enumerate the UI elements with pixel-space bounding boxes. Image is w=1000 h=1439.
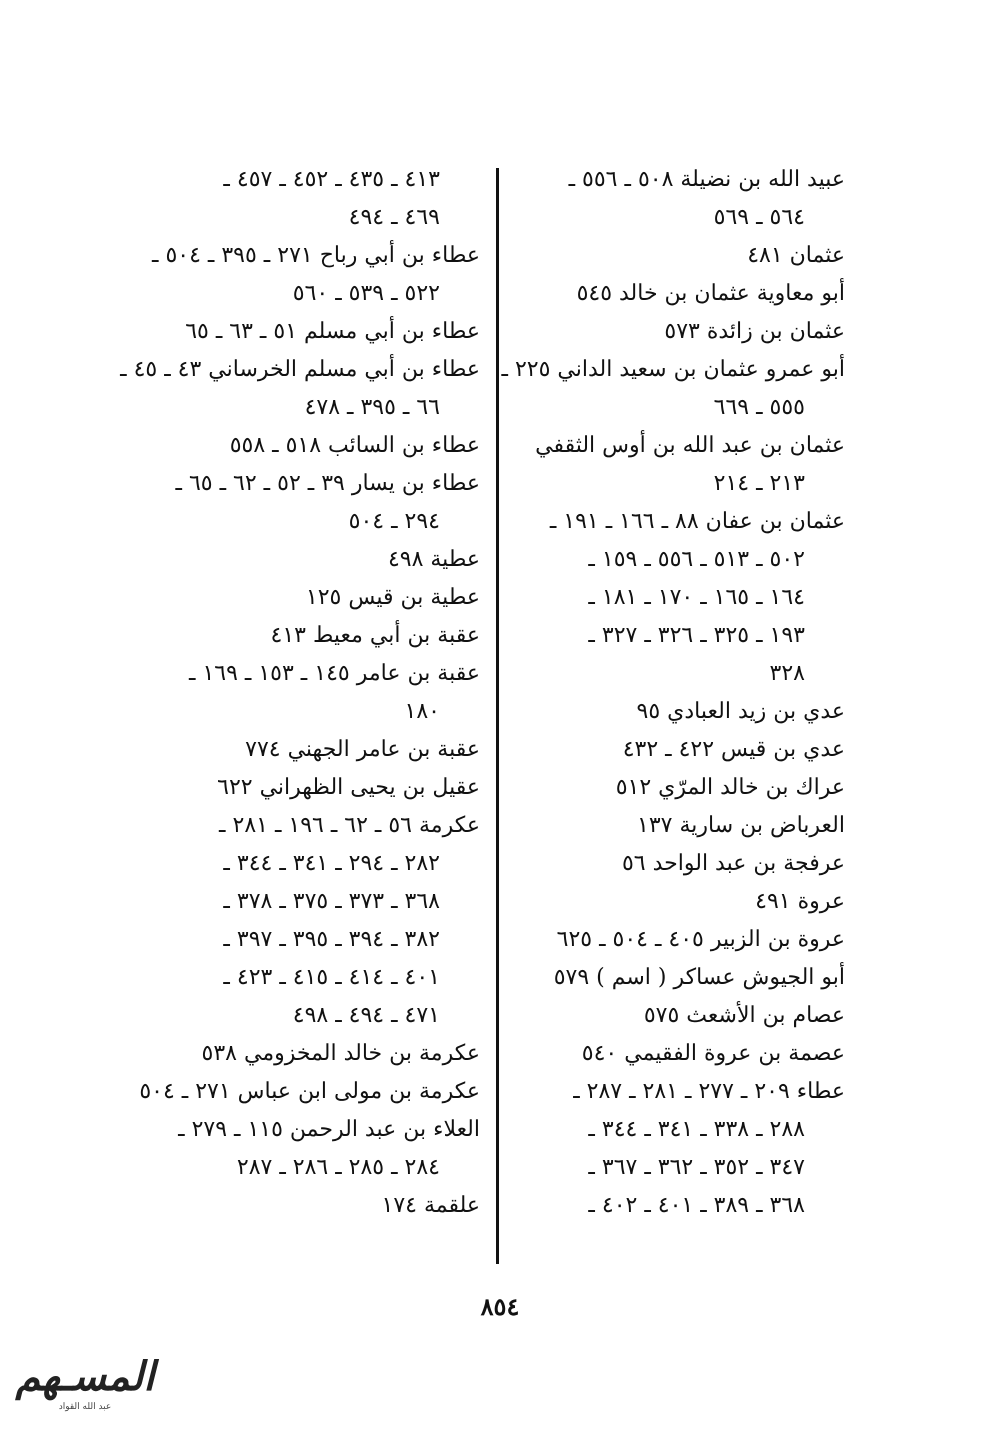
index-entry-line: أبو عمرو عثمان بن سعيد الداني ٢٢٥ ـ — [501, 357, 845, 382]
index-entry-line: أبو معاوية عثمان بن خالد ٥٤٥ — [576, 281, 845, 306]
index-entry-line: عراك بن خالد المرّي ٥١٢ — [615, 775, 845, 800]
index-entry-line: عطاء بن أبي رباح ٢٧١ ـ ٣٩٥ ـ ٥٠٤ ـ — [152, 243, 480, 268]
index-column-left — [100, 161, 480, 1225]
index-entry-line: ٦٦ ـ ٣٩٥ ـ ٤٧٨ — [304, 395, 440, 420]
index-entry-line: عقبة بن أبي معيط ٤١٣ — [270, 623, 480, 648]
index-entry-line: ٣٨٢ ـ ٣٩٤ ـ ٣٩٥ ـ ٣٩٧ ـ — [223, 927, 440, 952]
index-entry-line: ٤٧١ ـ ٤٩٤ ـ ٤٩٨ — [292, 1003, 440, 1028]
index-entry-line: ٣٦٨ ـ ٣٧٣ ـ ٣٧٥ ـ ٣٧٨ ـ — [223, 889, 440, 914]
index-entry-line: عقبة بن عامر ١٤٥ ـ ١٥٣ ـ ١٦٩ ـ — [189, 661, 480, 686]
watermark-subtitle: عبد الله القواد — [58, 1402, 112, 1412]
index-entry-line: ٥٥٥ ـ ٦٦٩ — [713, 395, 805, 420]
index-entry-line: عطاء بن السائب ٥١٨ ـ ٥٥٨ — [229, 433, 480, 458]
index-entry-line: ٥٠٢ ـ ٥١٣ ـ ٥٥٦ ـ ١٥٩ ـ — [588, 547, 805, 572]
index-entry-line: عثمان ٤٨١ — [747, 243, 845, 268]
publisher-watermark-logo — [10, 1352, 160, 1422]
index-entry-line: ٤١٣ ـ ٤٣٥ ـ ٤٥٢ ـ ٤٥٧ ـ — [223, 167, 440, 192]
index-entry-line: ٢٨٢ ـ ٢٩٤ ـ ٣٤١ ـ ٣٤٤ ـ — [223, 851, 440, 876]
index-entry-line: ٣٤٧ ـ ٣٥٢ ـ ٣٦٢ ـ ٣٦٧ ـ — [588, 1155, 805, 1180]
page-number: ٨٥٤ — [480, 1292, 520, 1321]
index-entry-line: عكرمة بن مولى ابن عباس ٢٧١ ـ ٥٠٤ — [139, 1079, 480, 1104]
index-entry-line: عثمان بن عبد الله بن أوس الثقفي — [535, 433, 845, 458]
index-entry-line: ٣٢٨ — [769, 661, 805, 686]
watermark-calligraphy: المسـهم — [15, 1353, 155, 1400]
index-entry-line: عطاء بن يسار ٣٩ ـ ٥٢ ـ ٦٢ ـ ٦٥ ـ — [175, 471, 480, 496]
index-entry-line: أبو الجيوش عساكر ( اسم ) ٥٧٩ — [553, 965, 845, 990]
index-entry-line: ٢٨٨ ـ ٣٣٨ ـ ٣٤١ ـ ٣٤٤ ـ — [588, 1117, 805, 1142]
index-entry-line: ٤٦٩ ـ ٤٩٤ — [348, 205, 440, 230]
index-entry-line: عروة بن الزبير ٤٠٥ ـ ٥٠٤ ـ ٦٢٥ — [556, 927, 845, 952]
index-entry-line: عصمة بن عروة الفقيمي ٥٤٠ — [581, 1041, 845, 1066]
index-entry-line: عطاء ٢٠٩ ـ ٢٧٧ ـ ٢٨١ ـ ٢٨٧ ـ — [573, 1079, 845, 1104]
index-entry-line: عدي بن قيس ٤٢٢ ـ ٤٣٢ — [622, 737, 845, 762]
index-entry-line: العلاء بن عبد الرحمن ١١٥ ـ ٢٧٩ ـ — [178, 1117, 480, 1142]
index-entry-line: عكرمة بن خالد المخزومي ٥٣٨ — [201, 1041, 480, 1066]
column-divider — [496, 168, 499, 1264]
index-entry-line: عطاء بن أبي مسلم ٥١ ـ ٦٣ ـ ٦٥ — [185, 319, 480, 344]
index-entry-line: ٣٦٨ ـ ٣٨٩ ـ ٤٠١ ـ ٤٠٢ ـ — [588, 1193, 805, 1218]
index-entry-line: العرباض بن سارية ١٣٧ — [637, 813, 845, 838]
index-entry-line: ٤٠١ ـ ٤١٤ ـ ٤١٥ ـ ٤٢٣ ـ — [223, 965, 440, 990]
index-entry-line: علقمة ١٧٤ — [381, 1193, 480, 1218]
index-entry-line: عقيل بن يحيى الظهراني ٦٢٢ — [217, 775, 480, 800]
index-entry-line: ٥٦٤ ـ ٥٦٩ — [713, 205, 805, 230]
index-entry-line: ٢٩٤ ـ ٥٠٤ — [348, 509, 440, 534]
index-entry-line: ٥٢٢ ـ ٥٣٩ ـ ٥٦٠ — [292, 281, 440, 306]
index-entry-line: ٢١٣ ـ ٢١٤ — [713, 471, 805, 496]
index-entry-line: ١٩٣ ـ ٣٢٥ ـ ٣٢٦ ـ ٣٢٧ ـ — [588, 623, 805, 648]
index-entry-line: عثمان بن زائدة ٥٧٣ — [664, 319, 845, 344]
index-entry-line: عقبة بن عامر الجهني ٧٧٤ — [245, 737, 480, 762]
index-entry-line: عطية ٤٩٨ — [387, 547, 480, 572]
index-entry-line: ١٦٤ ـ ١٦٥ ـ ١٧٠ ـ ١٨١ ـ — [588, 585, 805, 610]
index-entry-line: عطية بن قيس ١٢٥ — [305, 585, 480, 610]
index-entry-line: عكرمة ٥٦ ـ ٦٢ ـ ١٩٦ ـ ٢٨١ ـ — [219, 813, 480, 838]
index-entry-line: عطاء بن أبي مسلم الخرساني ٤٣ ـ ٤٥ ـ — [120, 357, 480, 382]
index-entry-line: عثمان بن عفان ٨٨ ـ ١٦٦ ـ ١٩١ ـ — [549, 509, 845, 534]
index-entry-line: ٢٨٤ ـ ٢٨٥ ـ ٢٨٦ ـ ٢٨٧ — [236, 1155, 440, 1180]
index-entry-line: عدي بن زيد العبادي ٩٥ — [636, 699, 845, 724]
index-column-right — [501, 161, 845, 1225]
index-entry-line: عبيد الله بن نضيلة ٥٠٨ ـ ٥٥٦ ـ — [568, 167, 845, 192]
index-entry-line: ١٨٠ — [404, 699, 440, 724]
index-entry-line: عرفجة بن عبد الواحد ٥٦ — [621, 851, 845, 876]
index-entry-line: عروة ٤٩١ — [755, 889, 845, 914]
index-entry-line: عصام بن الأشعث ٥٧٥ — [643, 1003, 845, 1028]
